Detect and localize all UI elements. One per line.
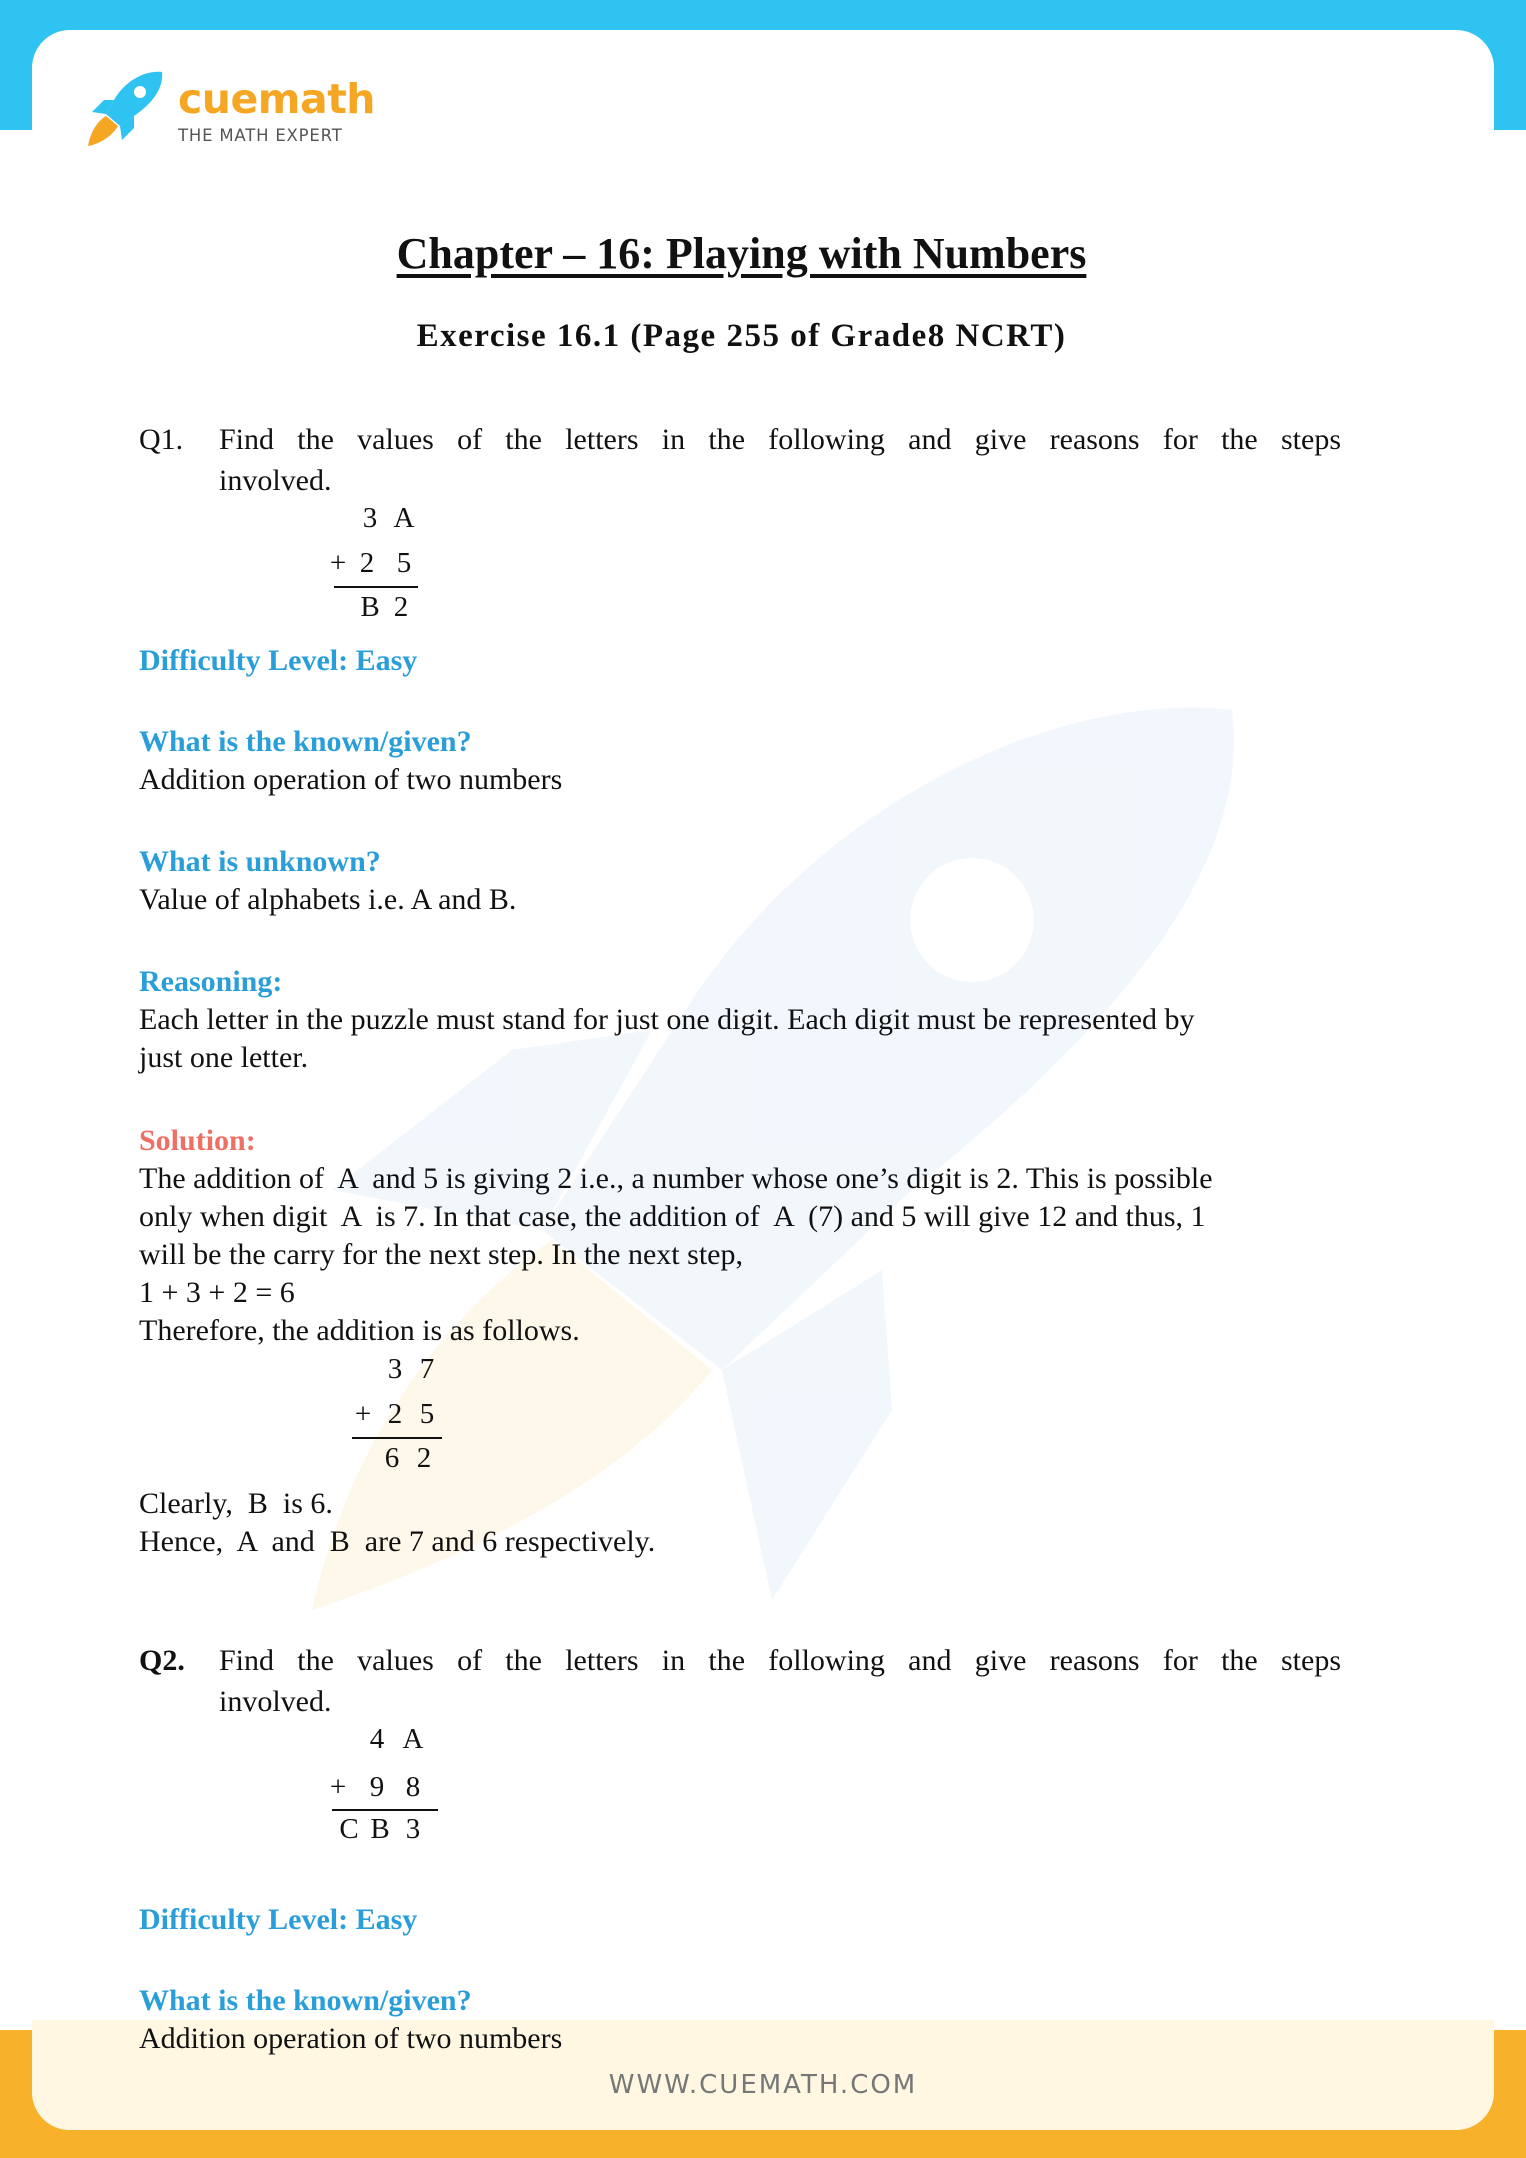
q1-solution-line4: 1 + 3 + 2 = 6 (139, 1276, 295, 1309)
q2-known-text: Addition operation of two numbers (139, 2022, 563, 2055)
q1-answer-r1-ones: 7 (419, 1353, 435, 1385)
q1-question-line1: Find the values of the letters in the following and give reasons for the steps (219, 423, 1341, 456)
q1-puzzle-r2-tens: 2 (359, 547, 375, 579)
q2-puzzle-rule (332, 1809, 438, 1811)
q2-question (139, 1642, 1341, 1681)
q1-puzzle-rule (334, 586, 418, 588)
q2-puzzle-r1-tens: 4 (369, 1723, 385, 1755)
q1-answer-res-tens: 6 (384, 1442, 400, 1474)
q1-known-heading: What is the known/given? (139, 725, 472, 758)
q1-answer-r2-tens: 2 (387, 1398, 403, 1430)
q1-puzzle-r1-ones: A (393, 502, 415, 534)
q1-reasoning-line2: just one letter. (139, 1041, 309, 1074)
q1-answer-r1-tens: 3 (387, 1353, 403, 1385)
chapter-title: Chapter – 16: Playing with Numbers (396, 229, 1087, 278)
q1-puzzle-operator: + (329, 547, 347, 579)
q1-reasoning-heading: Reasoning: (139, 965, 283, 998)
q2-puzzle-r2-ones: 8 (405, 1771, 421, 1803)
q1-puzzle-r2-ones: 5 (396, 547, 412, 579)
q1-question (139, 421, 1341, 460)
brand-name: cuemath (178, 75, 375, 123)
q2-question-cont (139, 1683, 1341, 1722)
q1-answer-rule (352, 1437, 442, 1439)
q1-known-text: Addition operation of two numbers (139, 763, 563, 796)
cuemath-rocket-logo-icon (84, 68, 166, 150)
q1-conclusion-line1: Clearly, B is 6. (139, 1487, 333, 1520)
q2-puzzle-operator: + (329, 1771, 347, 1803)
q1-solution-heading: Solution: (139, 1124, 256, 1157)
q1-answer-r2-ones: 5 (419, 1398, 435, 1430)
q2-puzzle-res-ones: 3 (405, 1813, 421, 1845)
footer-url[interactable]: WWW.CUEMATH.COM (608, 2070, 918, 2100)
q2-puzzle-r1-ones: A (402, 1723, 424, 1755)
q1-solution-line1: The addition of A and 5 is giving 2 i.e., a number whose one’s digit is 2. This is possible (139, 1162, 1213, 1195)
brand-logo[interactable] (178, 76, 375, 145)
q1-question-cont (139, 462, 1341, 501)
q2-puzzle-res-tens: B (370, 1813, 390, 1845)
q1-puzzle-r1-tens: 3 (362, 502, 378, 534)
exercise-title: Exercise 16.1 (Page 255 of Grade8 NCRT) (416, 318, 1067, 354)
q1-puzzle-res-tens: B (360, 591, 380, 623)
q1-label: Q1. (139, 423, 184, 456)
q1-unknown-heading: What is unknown? (139, 845, 381, 878)
q1-solution-line2: only when digit A is 7. In that case, the addition of A (7) and 5 will give 12 and thus, 1 (139, 1200, 1206, 1233)
q1-question-line2: involved. (219, 464, 332, 497)
q1-answer-res-ones: 2 (416, 1442, 432, 1474)
q1-answer-operator: + (354, 1398, 372, 1430)
q1-difficulty: Difficulty Level: Easy (139, 644, 418, 677)
q1-conclusion-line2: Hence, A and B are 7 and 6 respectively. (139, 1525, 656, 1558)
q2-puzzle-res-hundreds: C (339, 1813, 359, 1845)
brand-tagline: THE MATH EXPERT (178, 126, 343, 145)
q1-solution-line5: Therefore, the addition is as follows. (139, 1314, 580, 1347)
q2-known-heading: What is the known/given? (139, 1984, 472, 2017)
q1-solution-line3: will be the carry for the next step. In the next step, (139, 1238, 743, 1271)
q2-question-line2: involved. (219, 1685, 332, 1718)
q2-difficulty: Difficulty Level: Easy (139, 1903, 418, 1936)
q1-puzzle-res-ones: 2 (393, 591, 409, 623)
q2-puzzle-r2-tens: 9 (369, 1771, 385, 1803)
q2-label: Q2. (139, 1644, 185, 1677)
q1-reasoning-line1: Each letter in the puzzle must stand for just one digit. Each digit must be represented by (139, 1003, 1195, 1036)
q2-question-line1: Find the values of the letters in the following and give reasons for the steps (219, 1644, 1341, 1677)
q1-unknown-text: Value of alphabets i.e. A and B. (139, 883, 517, 916)
